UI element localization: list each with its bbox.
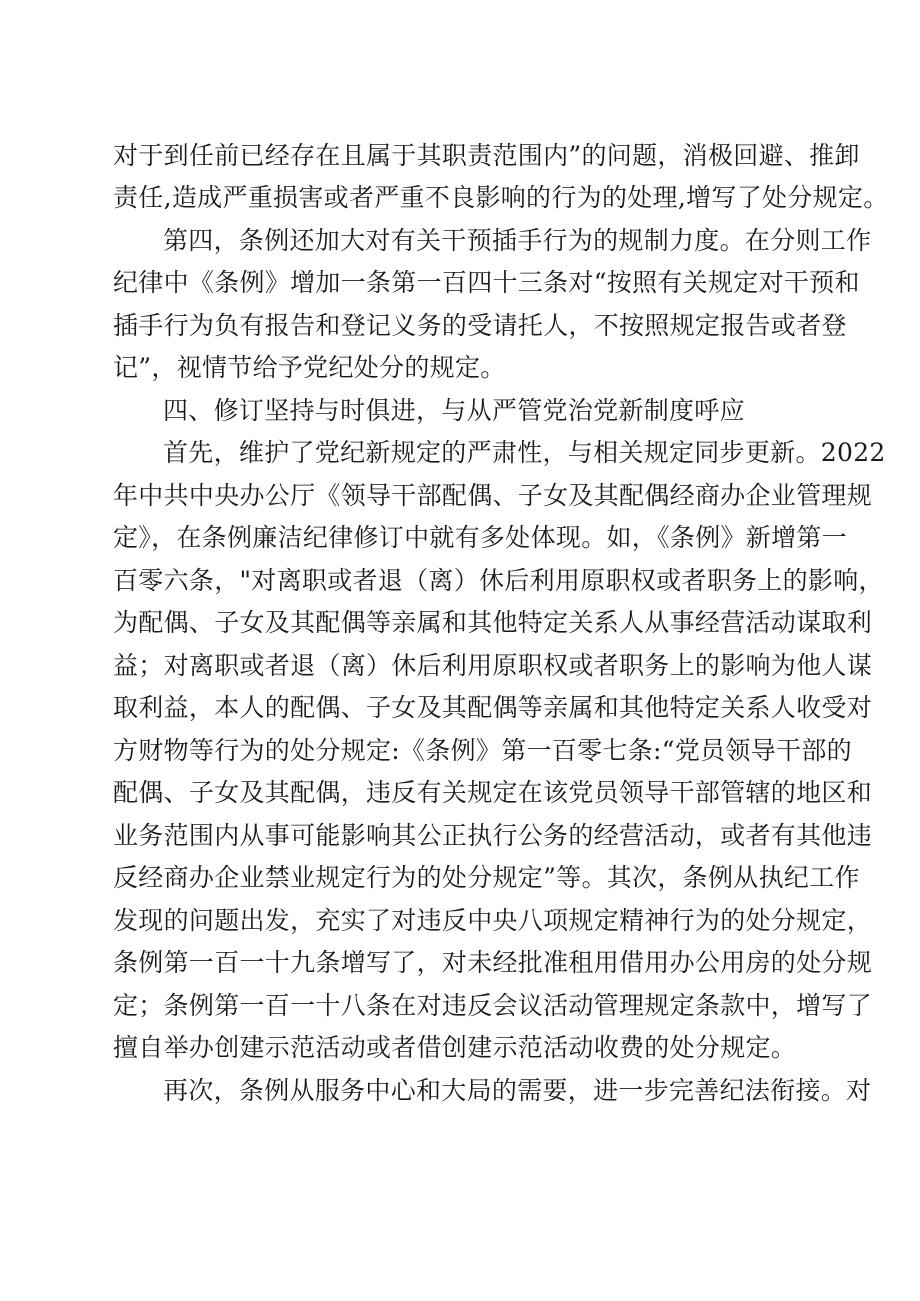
text-line: 方财物等行为的处分规定:《条例》第一百零七条:“党员领导干部的 [113, 736, 852, 765]
text-line: 对于到任前已经存在且属于其职责范围内”的问题，消极回避、推卸 [113, 141, 860, 170]
text-line: 纪律中《条例》增加一条第一百四十三条对“按照有关规定对干预和 [113, 268, 860, 297]
text-line: 百零六条，"对离职或者退（离）休后利用原职权或者职务上的影响， [113, 566, 884, 595]
text-line: 为配偶、子女及其配偶等亲属和其他特定关系人从事经营活动谋取利 [113, 608, 873, 637]
text-line: 记”，视情节给予党纪处分的规定。 [113, 353, 506, 382]
text-line: 反经商办企业禁业规定行为的处分规定”等。其次，条例从执纪工作 [113, 863, 860, 892]
text-line: 配偶、子女及其配偶，违反有关规定在该党员领导干部管辖的地区和 [113, 778, 873, 807]
text-line: 取利益，本人的配偶、子女及其配偶等亲属和其他特定关系人收受对 [113, 693, 873, 722]
text-line: 擅自举办创建示范活动或者借创建示范活动收费的处分规定。 [113, 1033, 797, 1062]
text-line: 定》，在条例廉洁纪律修订中就有多处体现。如，《条例》新增第一 [113, 523, 848, 552]
text-line: 业务范围内从事可能影响其公正执行公务的经营活动，或者有其他违 [113, 821, 873, 850]
text-line: 条例第一百一十九条增写了，对未经批准租用借用办公用房的处分规 [113, 948, 873, 977]
paragraph-start-line: 第四，条例还加大对有关干预插手行为的规制力度。在分则工作 [163, 226, 872, 255]
section-heading: 四、修订坚持与时俱进，与从严管党治党新制度呼应 [163, 396, 745, 425]
text-line: 定；条例第一百一十八条在对违反会议活动管理规定条款中，增写了 [113, 991, 873, 1020]
text-line: 责任,造成严重损害或者严重不良影响的行为的处理,增写了处分规定。 [113, 183, 889, 212]
paragraph-start-line: 再次，条例从服务中心和大局的需要，进一步完善纪法衔接。对 [163, 1076, 872, 1105]
text-line: 发现的问题出发，充实了对违反中央八项规定精神行为的处分规定， [113, 906, 873, 935]
text-line: 插手行为负有报告和登记义务的受请托人，不按照规定报告或者登 [113, 311, 847, 340]
text-line: 益；对离职或者退（离）休后利用原职权或者职务上的影响为他人谋 [113, 651, 873, 680]
text-line: 年中共中央办公厅《领导干部配偶、子女及其配偶经商办企业管理规 [113, 481, 873, 510]
paragraph-start-line: 首先，维护了党纪新规定的严肃性，与相关规定同步更新。2022 [163, 438, 886, 467]
